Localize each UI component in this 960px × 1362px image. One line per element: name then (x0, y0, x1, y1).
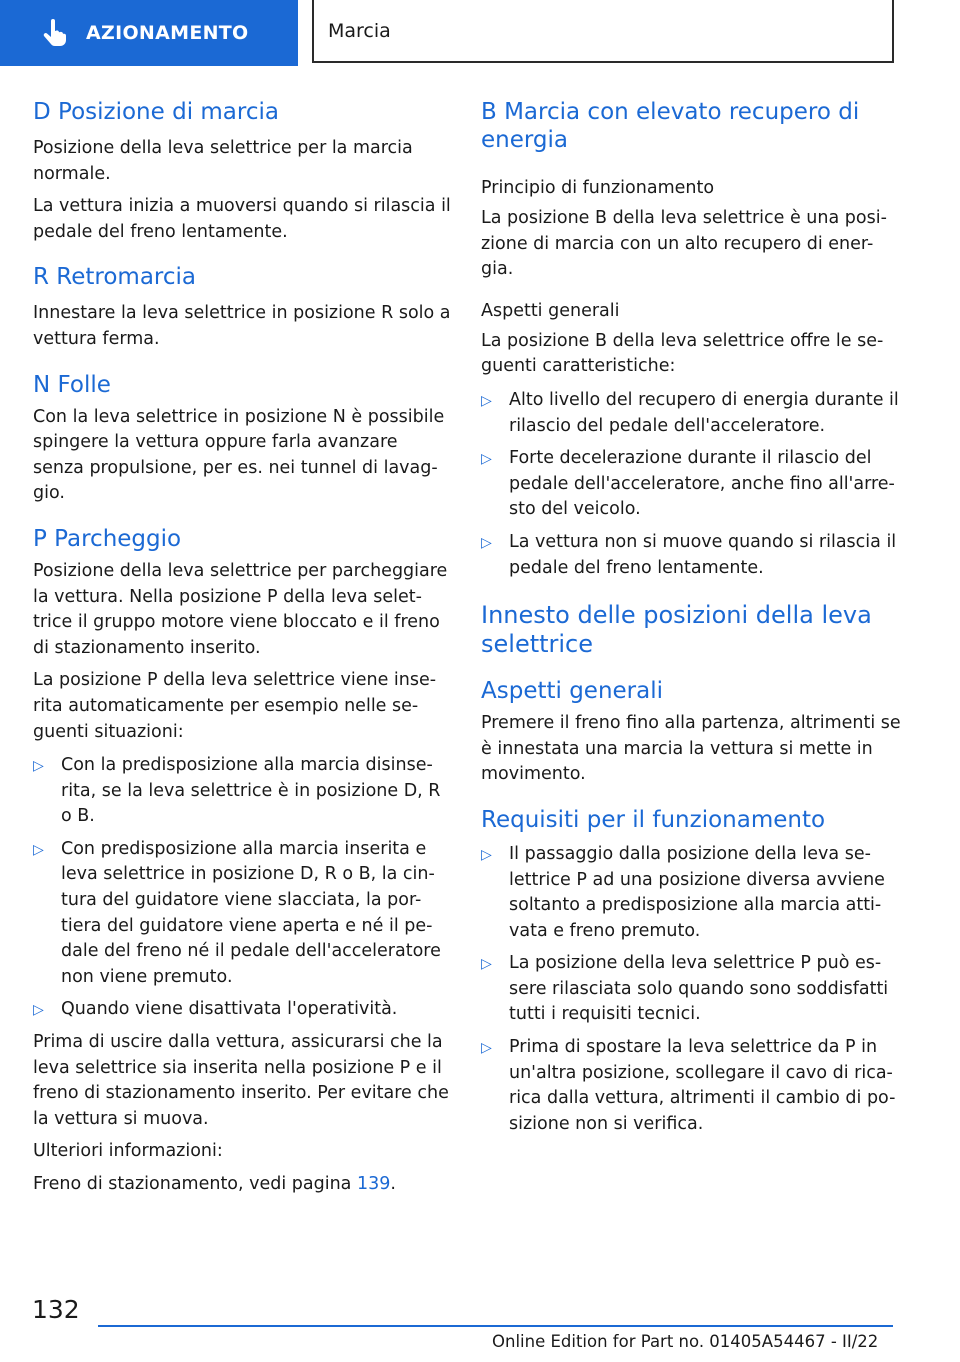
triangle-bullet-icon: ▷ (481, 392, 492, 409)
paragraph: La vettura inizia a muoversi quando si rilascia il pedale del freno lentamente. (33, 196, 451, 242)
list-item: ▷ Prima di spostare la leva selettrice da P in un'altra posizione, scollegare il cavo di rica-rica dalla vettura, altrimenti il cambio di po-sizione non si verifica. (481, 1037, 896, 1134)
list-item: ▷ Il passaggio dalla posizione della leva se-lettrice P ad una posizione diversa avviene soltanto a predisposizione alla marcia atti-vata e freno premuto. (481, 843, 885, 941)
paragraph-reference: Freno di stazionamento, vedi pagina 139. (33, 1174, 396, 1194)
heading-shift-positions: Innesto delle posizioni della leva selettrice (481, 601, 872, 659)
list-item: ▷ Con la predisposizione alla marcia disinse-rita, se la leva selettrice è in posizione D, R o B. (33, 755, 441, 827)
triangle-bullet-icon: ▷ (33, 758, 44, 775)
bullet-list (33, 753, 451, 1023)
page-link[interactable]: 139 (356, 1174, 391, 1194)
triangle-bullet-icon: ▷ (481, 451, 492, 468)
left-column (33, 98, 451, 1198)
heading-general: Aspetti generali (481, 678, 664, 705)
triangle-bullet-icon: ▷ (33, 1002, 44, 1019)
subheading: Aspetti generali (481, 300, 620, 321)
paragraph: Premere il freno fino alla partenza, altrimenti se è innestata una marcia la vettura si mette in movimento. (481, 713, 901, 785)
triangle-bullet-icon: ▷ (481, 846, 492, 863)
heading-b-position: B Marcia con elevato recupero di energia (481, 99, 860, 153)
paragraph: Ulteriori informazioni: (33, 1141, 223, 1162)
edition-note: Online Edition for Part no. 01405A54467 - II/22 (492, 1332, 879, 1351)
chapter-title: AZIONAMENTO (86, 22, 249, 44)
bullet-list (481, 388, 901, 581)
triangle-bullet-icon: ▷ (33, 841, 44, 858)
subheading: Principio di funzionamento (481, 178, 715, 198)
paragraph: Con la leva selettrice in posizione N è possibile spingere la vettura oppure farla avanzare senza propulsione, per es. nei tunnel di lavag-gio. (33, 406, 445, 504)
page-header (0, 0, 960, 66)
list-item: ▷ Con predisposizione alla marcia inserita e leva selettrice in posizione D, R o B, la cin-tura del guidatore viene slacciata, la por-tiera del guidatore viene aperta e né il pe-dale del freno né il pedale dell'acceleratore non viene premuto. (33, 838, 441, 987)
paragraph: Prima di uscire dalla vettura, assicurarsi che la leva selettrice sia inserita nella posizione P e il freno di stazionamento inserito. Per evitare che la vettura si muova. (33, 1032, 449, 1129)
section-tab (312, 0, 894, 63)
triangle-bullet-icon: ▷ (481, 956, 492, 973)
paragraph: La posizione B della leva selettrice offre le se-guenti caratteristiche: (481, 330, 884, 377)
triangle-bullet-icon: ▷ (481, 1040, 492, 1057)
list-item: ▷ Quando viene disattivata l'operatività. (33, 997, 451, 1023)
triangle-bullet-icon: ▷ (481, 534, 492, 551)
hand-pointer-icon (38, 17, 70, 49)
paragraph: Innestare la leva selettrice in posizione R solo a vettura ferma. (33, 303, 451, 349)
heading-requirements: Requisiti per il funzionamento (481, 806, 826, 833)
heading-r-position: R Retromarcia (33, 264, 197, 291)
paragraph: La posizione P della leva selettrice viene inse-rita automaticamente per esempio nelle se-guenti situazioni: (33, 670, 437, 742)
bullet-list (481, 842, 901, 1138)
list-item: ▷ Alto livello del recupero di energia durante il rilascio del pedale dell'acceleratore. (481, 389, 899, 436)
chapter-tab (0, 0, 298, 66)
page-number: 132 (32, 1295, 80, 1324)
footer-divider (98, 1325, 893, 1327)
paragraph: Posizione della leva selettrice per la marcia normale. (33, 138, 413, 184)
list-item: ▷ Forte decelerazione durante il rilascio del pedale dell'acceleratore, anche fino all'arre-sto del veicolo. (481, 448, 895, 520)
paragraph: La posizione B della leva selettrice è una posi-zione di marcia con un alto recupero di ener-gia. (481, 208, 887, 280)
heading-n-position: N Folle (33, 371, 111, 398)
paragraph: Posizione della leva selettrice per parcheggiare la vettura. Nella posizione P della leva selet-trice il gruppo motore viene bloccato e il freno di stazionamento inserito. (33, 560, 448, 658)
list-item: ▷ La vettura non si muove quando si rilascia il pedale del freno lentamente. (481, 531, 897, 578)
heading-d-position: D Posizione di marcia (33, 99, 279, 125)
right-column (481, 98, 901, 1137)
list-item: ▷ La posizione della leva selettrice P può es-sere rilasciata solo quando sono soddisfatti tutti i requisiti tecnici. (481, 953, 889, 1025)
heading-p-position: P Parcheggio (33, 525, 182, 552)
section-title: Marcia (328, 19, 391, 42)
